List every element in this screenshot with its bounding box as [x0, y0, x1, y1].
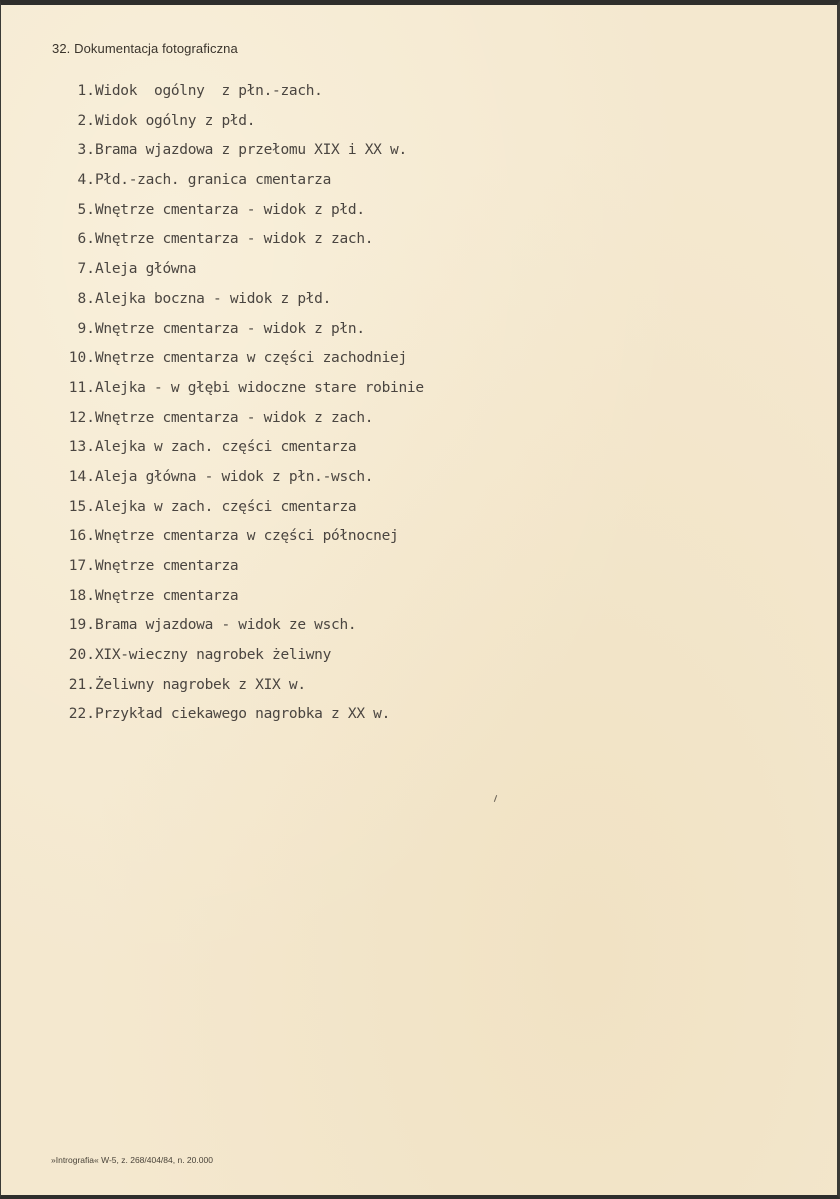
list-item: [53, 374, 424, 404]
item-text: Widok ogólny z płn.-zach.: [95, 83, 323, 99]
item-text: Brama wjazdowa - widok ze wsch.: [95, 617, 357, 634]
list-item: [53, 107, 424, 137]
list-item: [53, 522, 424, 552]
item-number: 10.: [68, 350, 95, 367]
item-number: 14.: [68, 468, 95, 485]
list-item: [53, 700, 424, 730]
item-text: Wnętrze cmentarza - widok z płn.: [95, 320, 365, 337]
item-number: 13.: [68, 439, 95, 456]
list-item: [53, 433, 424, 463]
item-number: 22.: [68, 706, 95, 723]
paper-speck: [494, 795, 497, 802]
item-text: Wnętrze cmentarza: [95, 558, 239, 574]
list-item: [53, 344, 424, 374]
list-item: [53, 552, 424, 582]
item-text: Przykład ciekawego nagrobka z XX w.: [95, 706, 391, 723]
item-number: 3.: [77, 142, 95, 159]
list-item: [53, 136, 424, 166]
item-text: Alejka w zach. części cmentarza: [95, 498, 357, 515]
item-number: 20.: [68, 647, 95, 664]
item-number: 18.: [68, 587, 95, 604]
list-item: [53, 611, 424, 641]
item-number: 21.: [68, 676, 95, 693]
item-text: Alejka w zach. części cmentarza: [95, 439, 357, 456]
item-number: 11.: [68, 379, 95, 396]
item-text: XIX-wieczny nagrobek żeliwny: [95, 647, 332, 664]
item-number: 16.: [68, 528, 95, 545]
item-text: Alejka boczna - widok z płd.: [95, 290, 332, 307]
item-number: 8.: [77, 290, 95, 307]
item-number: 1.: [77, 83, 95, 99]
item-text: Wnętrze cmentarza - widok z płd.: [95, 201, 365, 218]
printer-imprint: »Intrografia« W-5, z. 268/404/84, n. 20.000: [51, 1155, 213, 1165]
item-text: Aleja główna - widok z płn.-wsch.: [95, 468, 374, 485]
item-number: 5.: [77, 201, 95, 218]
item-number: 4.: [77, 172, 95, 189]
list-item: [53, 166, 424, 196]
item-number: 17.: [68, 558, 95, 574]
item-text: Żeliwny nagrobek z XIX w.: [95, 676, 306, 693]
item-number: 6.: [77, 231, 95, 248]
item-text: Wnętrze cmentarza: [95, 587, 239, 604]
item-text: Alejka - w głębi widoczne stare robinie: [95, 379, 424, 396]
page-title: 32. Dokumentacja fotograficzna: [52, 41, 238, 56]
list-item: [53, 225, 424, 255]
list-item: [53, 285, 424, 315]
list-item: [53, 404, 424, 434]
list-item: [53, 196, 424, 226]
item-number: 2.: [77, 112, 95, 129]
item-text: Wnętrze cmentarza w części zachodniej: [95, 350, 407, 367]
list-item: [53, 641, 424, 671]
item-text: Płd.-zach. granica cmentarza: [95, 172, 332, 189]
list-item: [53, 463, 424, 493]
item-number: 15.: [68, 498, 95, 515]
item-text: Wnętrze cmentarza - widok z zach.: [95, 231, 374, 248]
list-item: [53, 671, 424, 701]
item-text: Widok ogólny z płd.: [95, 112, 256, 129]
item-text: Brama wjazdowa z przełomu XIX i XX w.: [95, 142, 407, 159]
item-number: 19.: [68, 617, 95, 634]
list-item: [53, 493, 424, 523]
item-text: Wnętrze cmentarza - widok z zach.: [95, 409, 374, 426]
photo-list: [53, 77, 424, 730]
list-item: [53, 77, 424, 107]
item-text: Aleja główna: [95, 261, 197, 278]
item-text: Wnętrze cmentarza w części północnej: [95, 528, 399, 545]
list-item: [53, 255, 424, 285]
list-item: [53, 582, 424, 612]
item-number: 12.: [68, 409, 95, 426]
item-number: 7.: [77, 261, 95, 278]
item-number: 9.: [77, 320, 95, 337]
list-item: [53, 315, 424, 345]
